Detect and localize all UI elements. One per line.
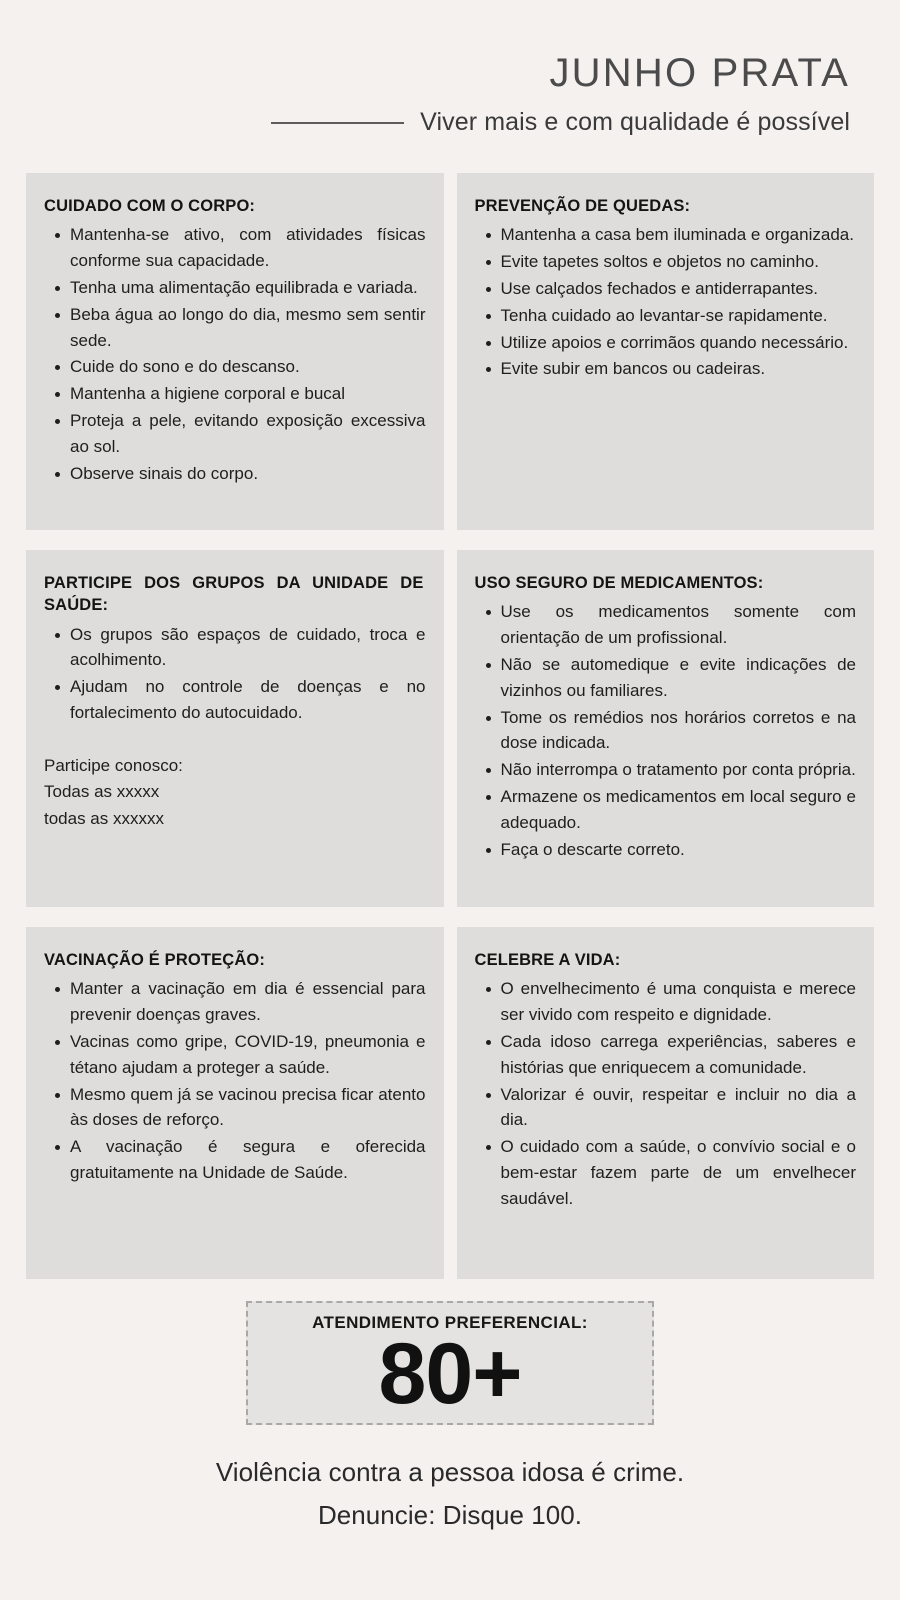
card-prevencao-de-quedas <box>457 173 875 530</box>
card-celebre-a-vida <box>457 927 875 1279</box>
card-bullet-list <box>44 622 426 727</box>
card-bullet-list <box>475 222 857 383</box>
list-item: Utilize apoios e corrimãos quando necessário. <box>475 330 857 356</box>
preferential-section <box>0 1301 900 1425</box>
list-item: Beba água ao longo do dia, mesmo sem sentir sede. <box>44 302 426 354</box>
list-item: Mesmo quem já se vacinou precisa ficar atento às doses de reforço. <box>44 1082 426 1134</box>
horizontal-rule-icon <box>271 122 404 124</box>
list-item: Evite subir em bancos ou cadeiras. <box>475 356 857 382</box>
list-item: Valorizar é ouvir, respeitar e incluir no dia a dia. <box>475 1082 857 1134</box>
card-grid <box>0 173 900 1279</box>
card-title: VACINAÇÃO É PROTEÇÃO: <box>44 951 266 969</box>
card-participe-dos-grupos <box>26 550 444 907</box>
list-item: Tenha uma alimentação equilibrada e variada. <box>44 275 426 301</box>
tagline-text: Viver mais e com qualidade é possível <box>420 108 850 136</box>
list-item: Não interrompa o tratamento por conta própria. <box>475 757 857 783</box>
card-bullet-list <box>475 599 857 863</box>
list-item: Mantenha a casa bem iluminada e organizada. <box>475 222 857 248</box>
card-cuidado-com-o-corpo <box>26 173 444 530</box>
list-item: Proteja a pele, evitando exposição excessiva ao sol. <box>44 408 426 460</box>
list-item: Faça o descarte correto. <box>475 837 857 863</box>
list-item: Vacinas como gripe, COVID-19, pneumonia e tétano ajudam a proteger a saúde. <box>44 1029 426 1081</box>
footer-line-2: Denuncie: Disque 100. <box>317 1499 583 1530</box>
list-item: Tenha cuidado ao levantar-se rapidamente. <box>475 303 857 329</box>
page-title: JUNHO PRATA <box>549 51 850 95</box>
card-uso-seguro-de-medicamentos <box>457 550 875 907</box>
list-item: Os grupos são espaços de cuidado, troca e acolhimento. <box>44 622 426 674</box>
card-title: PREVENÇÃO DE QUEDAS: <box>474 197 691 215</box>
card-bullet-list <box>475 976 857 1212</box>
footer-line-1: Violência contra a pessoa idosa é crime. <box>215 1457 685 1488</box>
list-item: O cuidado com a saúde, o convívio social e o bem-estar fazem parte de um envelhecer saudável. <box>475 1134 857 1211</box>
participe-conosco-label: Participe conosco: <box>44 755 183 775</box>
list-item: Mantenha a higiene corporal e bucal <box>44 381 426 407</box>
poster-footer <box>0 1451 900 1535</box>
list-item: Ajudam no controle de doenças e no fortalecimento do autocuidado. <box>44 674 426 726</box>
card-title: CUIDADO COM O CORPO: <box>44 197 256 215</box>
card-title: CELEBRE A VIDA: <box>474 951 621 969</box>
list-item: Observe sinais do corpo. <box>44 461 426 487</box>
schedule-line-1: Todas as xxxxx <box>44 782 160 802</box>
card-vacinacao-e-protecao <box>26 927 444 1279</box>
list-item: Use calçados fechados e antiderrapantes. <box>475 276 857 302</box>
tagline-row <box>30 108 870 137</box>
list-item: Não se automedique e evite indicações de vizinhos ou familiares. <box>475 652 857 704</box>
list-item: A vacinação é segura e oferecida gratuitamente na Unidade de Saúde. <box>44 1134 426 1186</box>
poster-header <box>0 0 900 137</box>
preferential-age-number: 80+ <box>378 1326 522 1423</box>
participe-conosco-block <box>44 753 426 832</box>
list-item: Tome os remédios nos horários corretos e na dose indicada. <box>475 705 857 757</box>
card-title: USO SEGURO DE MEDICAMENTOS: <box>474 574 764 592</box>
preferential-label: ATENDIMENTO PREFERENCIAL: <box>312 1313 588 1332</box>
list-item: Armazene os medicamentos em local seguro e adequado. <box>475 784 857 836</box>
list-item: Cada idoso carrega experiências, saberes e histórias que enriquecem a comunidade. <box>475 1029 857 1081</box>
preferential-box <box>246 1301 654 1425</box>
card-bullet-list <box>44 222 426 487</box>
list-item: Evite tapetes soltos e objetos no caminho. <box>475 249 857 275</box>
list-item: Mantenha-se ativo, com atividades físicas conforme sua capacidade. <box>44 222 426 274</box>
list-item: O envelhecimento é uma conquista e merece ser vivido com respeito e dignidade. <box>475 976 857 1028</box>
card-title: PARTICIPE DOS GRUPOS DA UNIDADE DE SAÚDE: <box>44 574 424 615</box>
list-item: Manter a vacinação em dia é essencial para prevenir doenças graves. <box>44 976 426 1028</box>
schedule-line-2: todas as xxxxxx <box>44 808 164 828</box>
list-item: Cuide do sono e do descanso. <box>44 354 426 380</box>
card-bullet-list <box>44 976 426 1187</box>
list-item: Use os medicamentos somente com orientação de um profissional. <box>475 599 857 651</box>
